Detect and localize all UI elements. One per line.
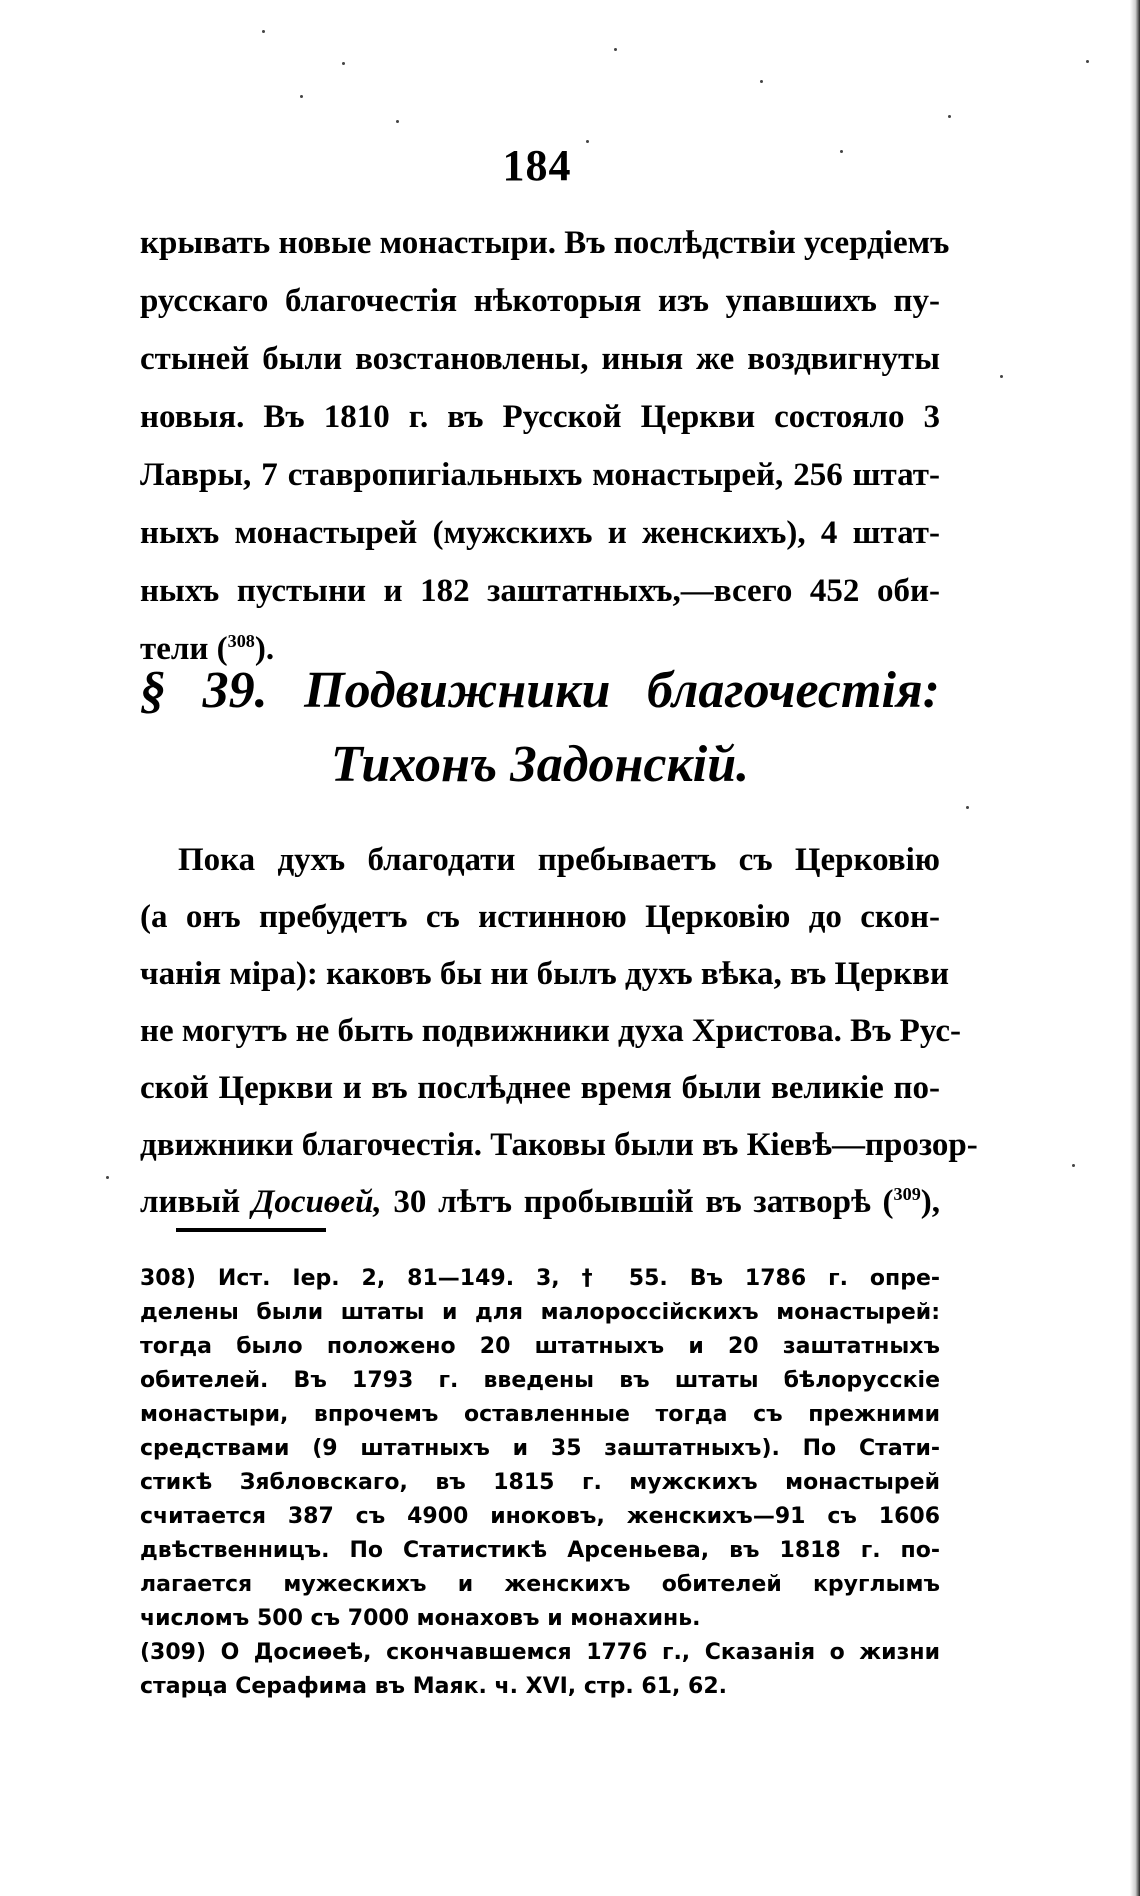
scan-speck [300,95,303,98]
body-paragraph [140,832,978,1231]
text-line: крывать новые монастыри. Въ послѣдствіи усердіемъ [140,225,950,261]
footnote-line: 308) Ист. Іер. 2, 81—149. 3, † 55. Въ 1786 г. опре- [140,1266,940,1291]
footnote-line: делены были штаты и для малороссійскихъ монастырей: [140,1300,940,1325]
scan-speck [1072,1164,1075,1167]
text-line: чанія міра): каковъ бы ни былъ духъ вѣка, въ Церкви [140,956,950,992]
text-fragment: тели ( [140,631,228,667]
footnote-ref: 308 [227,631,255,651]
footnote-line: средствами (9 штатныхъ и 35 заштатныхъ). По Стати- [140,1436,940,1461]
footnote-line: лагается мужескихъ и женскихъ обителей круглымъ [140,1572,940,1597]
text-line: ныхъ монастырей (мужскихъ и женскихъ), 4 штат- [140,515,940,551]
scan-speck [1000,375,1003,378]
text-line: Пока духъ благодати пребываетъ съ Церковію [178,842,940,878]
text-line: не могутъ не быть подвижники духа Христова. Въ Рус- [140,1013,961,1049]
text-line: ской Церкви и въ послѣднее время были великіе по- [140,1070,940,1106]
scan-speck [966,806,969,809]
footnote-line: стикѣ Зябловскаго, въ 1815 г. мужскихъ монастырей [140,1470,940,1495]
section-heading-line: Тихонъ Задонскій. [330,736,750,793]
text-line: движники благочестія. Таковы были въ Кіевѣ—прозор- [140,1127,978,1163]
footnote-line: (309) О Досиѳеѣ, скончавшемся 1776 г., Сказанія о жизни [140,1640,940,1665]
text-fragment: 30 лѣтъ пробывшій въ затворѣ ( [381,1184,894,1220]
scan-speck [342,62,345,65]
footnote-line: обителей. Въ 1793 г. введены въ штаты бѣлорусскіе [140,1368,940,1393]
text-line: новыя. Въ 1810 г. въ Русской Церкви состояло 3 [140,399,940,435]
page-number: 184 [502,141,572,190]
text-line [140,1174,940,1231]
footnotes [140,1262,940,1704]
page-edge-shadow [1130,0,1140,1896]
footnote-line: считается 387 съ 4900 иноковъ, женскихъ—91 съ 1606 [140,1504,940,1529]
scan-speck [106,1176,109,1179]
text-fragment: ), [920,1184,941,1220]
section-heading [140,654,940,802]
scan-speck [760,80,763,83]
text-line: Лавры, 7 ставропигіальныхъ монастырей, 256 штат- [140,457,940,493]
main-text-paragraph [140,214,950,678]
person-name: Досиѳей, [251,1184,382,1220]
text-line: ныхъ пустыни и 182 заштатныхъ,—всего 452 оби- [140,573,940,609]
text-line: (а онъ пребудетъ съ истинною Церковію до скон- [140,899,940,935]
footnote-line: монастыри, впрочемъ оставленные тогда съ прежними [140,1402,940,1427]
section-heading-line: § 39. Подвижники благочестія: [140,662,940,719]
footnote-line: числомъ 500 съ 7000 монаховъ и монахинь. [140,1606,701,1631]
scan-speck [1086,60,1089,63]
text-line: русскаго благочестія нѣкоторыя изъ упавшихъ пу- [140,283,940,319]
text-fragment: ливый [140,1184,252,1220]
footnote-line: тогда было положено 20 штатныхъ и 20 заштатныхъ [140,1334,940,1359]
text-fragment: ). [254,631,275,667]
scan-speck [614,48,617,51]
footnote-divider [176,1228,326,1232]
text-line: стыней были возстановлены, иныя же воздвигнуты [140,341,940,377]
scan-speck [396,120,399,123]
footnote-ref: 309 [893,1184,921,1204]
scan-speck [948,115,951,118]
footnote-line: старца Серафима въ Маяк. ч. XVI, стр. 61, 62. [140,1674,727,1699]
footnote-line: двѣственницъ. По Статистикѣ Арсеньева, въ 1818 г. по- [140,1538,940,1563]
scan-speck [262,30,265,33]
